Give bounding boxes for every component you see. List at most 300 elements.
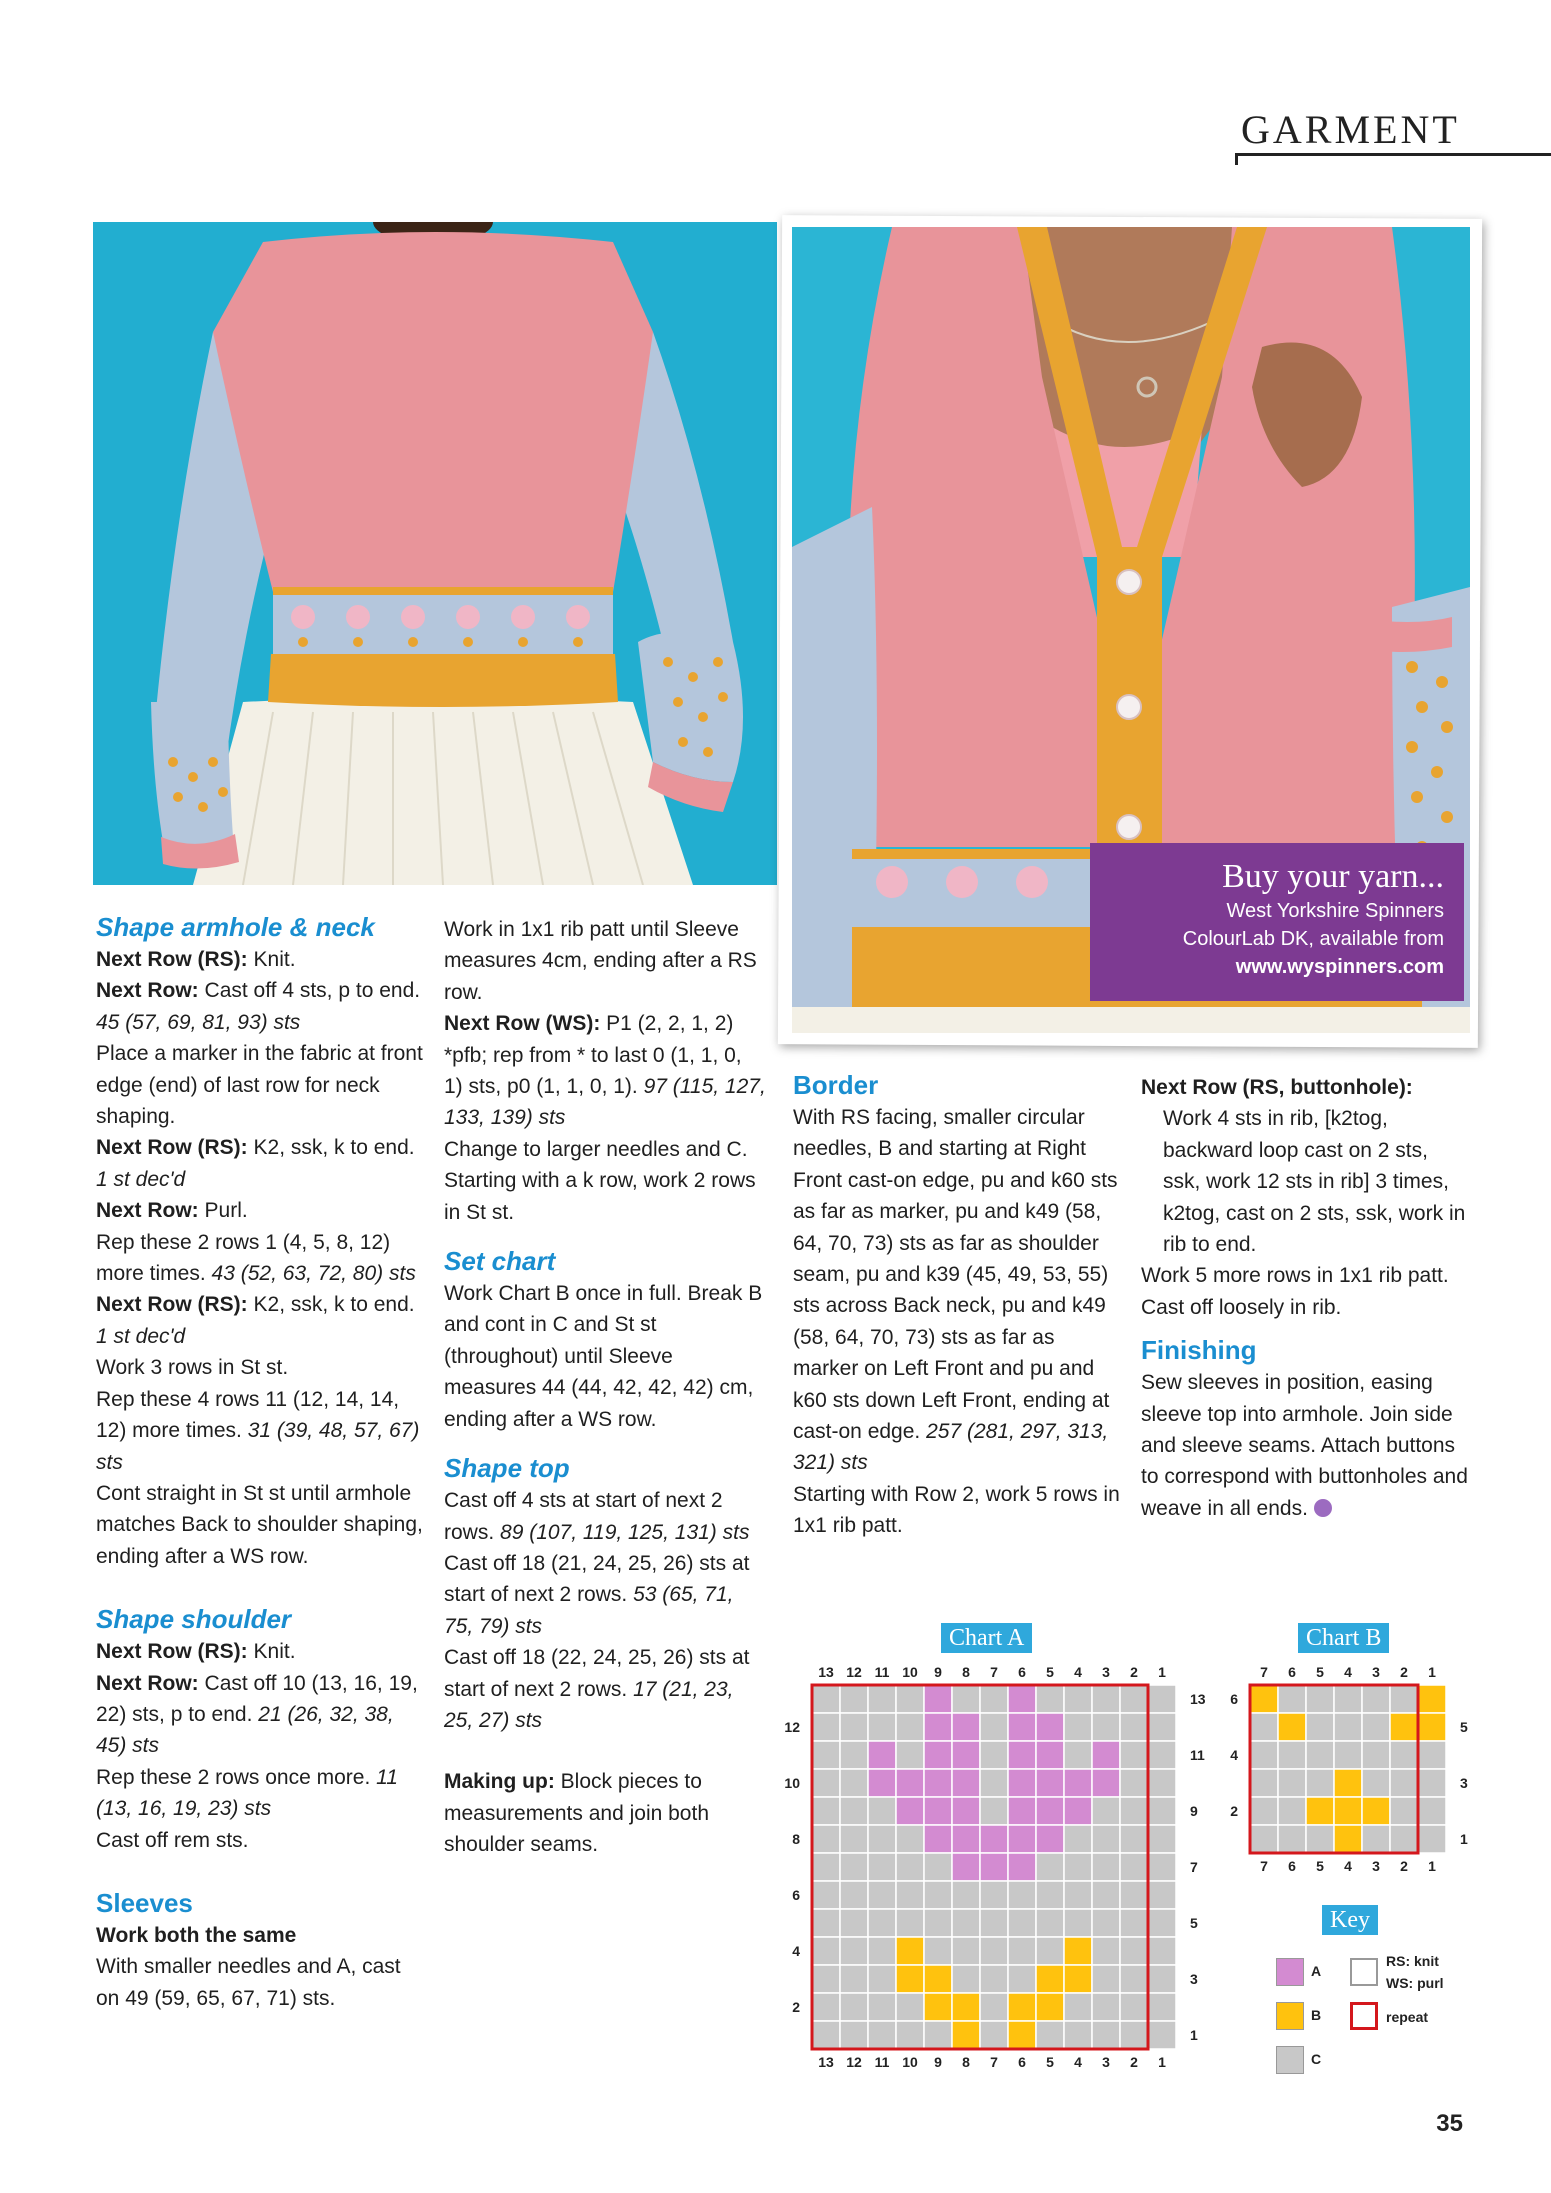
chart-cell — [812, 1937, 840, 1965]
row-number: 1 — [1190, 2027, 1198, 2043]
chart-cell — [1120, 1937, 1148, 1965]
column-number: 3 — [1372, 1858, 1380, 1874]
row-number: 11 — [1190, 1747, 1205, 1763]
yarn-ball-icon — [1314, 1499, 1332, 1517]
buttonhole-row-label: Next Row (RS, buttonhole): — [1141, 1076, 1413, 1099]
column-number: 8 — [962, 1664, 970, 1680]
instruction-text: Cast off 4 sts at start of next 2 rows. 89 (107, 119, 125, 131) sts — [444, 1489, 750, 1544]
chart-cell — [1092, 1881, 1120, 1909]
column-number: 9 — [934, 1664, 942, 1680]
chart-cell — [1064, 1713, 1092, 1741]
chart-cell — [1250, 1713, 1278, 1741]
chart-cell — [1036, 1825, 1064, 1853]
instruction-row: Next Row (RS): K2, ssk, k to end. 1 st dec'd — [96, 1293, 415, 1348]
chart-cell — [980, 1853, 1008, 1881]
chart-cell — [1148, 1797, 1176, 1825]
chart-cell — [1148, 1769, 1176, 1797]
chart-cell — [812, 1713, 840, 1741]
chart-cell — [1036, 1993, 1064, 2021]
chart-cell — [1008, 1993, 1036, 2021]
chart-cell — [812, 1797, 840, 1825]
key-label-c: C — [1311, 2051, 1322, 2067]
chart-cell — [1334, 1825, 1362, 1853]
buy-yarn-url[interactable]: www.wyspinners.com — [1235, 956, 1444, 978]
column-number: 10 — [902, 1664, 918, 1680]
chart-cell — [924, 1741, 952, 1769]
chart-cell — [840, 1853, 868, 1881]
row-number: 6 — [792, 1887, 800, 1903]
column-number: 2 — [1400, 1858, 1408, 1874]
chart-cell — [868, 2021, 896, 2049]
row-number: 9 — [1190, 1803, 1198, 1819]
buy-yarn-line2: ColourLab DK, available from — [1182, 928, 1444, 950]
column-number: 3 — [1102, 1664, 1110, 1680]
chart-cell — [1120, 1741, 1148, 1769]
instruction-row: Next Row (RS): Knit. — [96, 948, 296, 971]
chart-cell — [980, 1713, 1008, 1741]
chart-cell — [1250, 1741, 1278, 1769]
column-number: 6 — [1288, 1664, 1296, 1680]
chart-cell — [812, 1853, 840, 1881]
instruction-row: Next Row (RS): K2, ssk, k to end. 1 st dec'd — [96, 1136, 415, 1191]
column-number: 1 — [1158, 1664, 1166, 1680]
chart-cell — [1036, 1937, 1064, 1965]
chart-cell — [896, 1797, 924, 1825]
column-number: 13 — [818, 1664, 834, 1680]
chart-cell — [1390, 1713, 1418, 1741]
chart-cell — [840, 1881, 868, 1909]
chart-cell — [1092, 1713, 1120, 1741]
row-number: 12 — [784, 1719, 800, 1735]
chart-cell — [1036, 1965, 1064, 1993]
column-number: 8 — [962, 2054, 970, 2070]
chart-cell — [896, 1713, 924, 1741]
chart-cell — [840, 1713, 868, 1741]
chart-cell — [868, 1965, 896, 1993]
page-number: 35 — [1436, 2110, 1463, 2137]
chart-cell — [1008, 1853, 1036, 1881]
chart-cell — [896, 1825, 924, 1853]
chart-cell — [1036, 1881, 1064, 1909]
chart-cell — [1418, 1769, 1446, 1797]
column-number: 10 — [902, 2054, 918, 2070]
row-number: 2 — [1230, 1803, 1238, 1819]
chart-cell — [812, 1993, 840, 2021]
heading-shape-top: Shape top — [444, 1453, 570, 1484]
instruction-text: Starting with Row 2, work 5 rows in 1x1 rib patt. — [793, 1482, 1120, 1538]
column-number: 6 — [1018, 1664, 1026, 1680]
chart-cell — [1008, 2021, 1036, 2049]
chart-cell — [840, 1993, 868, 2021]
chart-cell — [1036, 2021, 1064, 2049]
chart-cell — [1306, 1825, 1334, 1853]
chart-cell — [1008, 1769, 1036, 1797]
chart-cell — [924, 1685, 952, 1713]
chart-cell — [1008, 1797, 1036, 1825]
chart-cell — [952, 1685, 980, 1713]
column-number: 7 — [990, 1664, 998, 1680]
chart-cell — [896, 1741, 924, 1769]
instruction-row: Next Row: Cast off 10 (13, 16, 19, 22) sts, p to end. 21 (26, 32, 38, 45) sts — [96, 1671, 418, 1758]
chart-cell — [1390, 1685, 1418, 1713]
chart-cell — [1390, 1797, 1418, 1825]
instruction-text: Rep these 4 rows 11 (12, 14, 14, 12) more times. 31 (39, 48, 57, 67) sts — [96, 1387, 420, 1474]
chart-cell — [1064, 1965, 1092, 1993]
chart-cell — [868, 1825, 896, 1853]
chart-cell — [812, 1825, 840, 1853]
instruction-text: Rep these 2 rows once more. 11 (13, 16, 19, 23) sts — [96, 1765, 398, 1821]
instruction-row: Next Row: Purl. — [96, 1199, 248, 1223]
chart-cell — [896, 2021, 924, 2049]
chart-cell — [1306, 1797, 1334, 1825]
chart-cell — [1064, 1769, 1092, 1797]
chart-cell — [840, 2021, 868, 2049]
chart-cell — [980, 1937, 1008, 1965]
chart-cell — [868, 1853, 896, 1881]
buy-yarn-box — [1090, 843, 1464, 1001]
instruction-text: Change to larger needles and C. — [444, 1137, 748, 1161]
column-number: 1 — [1428, 1664, 1436, 1680]
instruction-text: Cast off 18 (22, 24, 25, 26) sts at start of next 2 rows. 17 (21, 23, 25, 27) sts — [444, 1646, 750, 1732]
key-label-a: A — [1311, 1963, 1322, 1979]
chart-cell — [924, 2021, 952, 2049]
chart-cell — [1418, 1797, 1446, 1825]
row-number: 4 — [1230, 1747, 1238, 1763]
key-label-ws: WS: purl — [1386, 1975, 1444, 1991]
column-3 — [793, 1068, 1123, 1542]
header-tick — [1235, 153, 1238, 165]
chart-cell — [1306, 1769, 1334, 1797]
chart-cell — [868, 1909, 896, 1937]
chart-cell — [840, 1825, 868, 1853]
chart-cell — [952, 1909, 980, 1937]
chart-cell — [1008, 1741, 1036, 1769]
chart-cell — [1092, 1965, 1120, 1993]
chart-cell — [1148, 1853, 1176, 1881]
chart-cell — [868, 1797, 896, 1825]
column-number: 7 — [990, 2054, 998, 2070]
chart-cell — [1306, 1741, 1334, 1769]
chart-a — [770, 1655, 1210, 2085]
chart-cell — [1008, 1685, 1036, 1713]
header-rule — [1235, 153, 1551, 156]
chart-cell — [1362, 1769, 1390, 1797]
column-number: 11 — [874, 1664, 890, 1680]
chart-cell — [1064, 1853, 1092, 1881]
chart-cell — [868, 1685, 896, 1713]
key-swatch-c — [1276, 2046, 1304, 2074]
chart-cell — [868, 1741, 896, 1769]
column-number: 4 — [1074, 1664, 1082, 1680]
chart-cell — [1064, 1685, 1092, 1713]
chart-cell — [980, 2021, 1008, 2049]
column-number: 4 — [1074, 2054, 1082, 2070]
chart-cell — [896, 1769, 924, 1797]
chart-cell — [812, 1741, 840, 1769]
column-number: 3 — [1102, 2054, 1110, 2070]
column-number: 6 — [1018, 2054, 1026, 2070]
chart-cell — [1008, 1713, 1036, 1741]
chart-cell — [1148, 1937, 1176, 1965]
chart-cell — [1036, 1685, 1064, 1713]
column-number: 2 — [1130, 1664, 1138, 1680]
column-4 — [1141, 1072, 1471, 1524]
buttonhole-row-text: Work 4 sts in rib, [k2tog, backward loop cast on 2 sts, ssk, work 12 sts in rib] 3 times, k2tog, cast on 2 sts, ssk, work in rib to end. — [1163, 1107, 1466, 1257]
chart-cell — [896, 1965, 924, 1993]
key-swatch-repeat — [1350, 2002, 1378, 2030]
chart-cell — [1362, 1685, 1390, 1713]
column-number: 11 — [874, 2054, 890, 2070]
chart-cell — [1148, 1909, 1176, 1937]
chart-cell — [840, 1909, 868, 1937]
chart-cell — [1008, 1881, 1036, 1909]
chart-cell — [1120, 1713, 1148, 1741]
column-number: 7 — [1260, 1664, 1268, 1680]
chart-cell — [1064, 1937, 1092, 1965]
chart-cell — [924, 1993, 952, 2021]
chart-cell — [1148, 2021, 1176, 2049]
chart-cell — [1036, 1741, 1064, 1769]
chart-cell — [952, 1825, 980, 1853]
key-swatch-a — [1276, 1958, 1304, 1986]
chart-cell — [1092, 1825, 1120, 1853]
chart-cell — [1064, 1825, 1092, 1853]
chart-cell — [952, 1965, 980, 1993]
chart-cell — [1278, 1825, 1306, 1853]
chart-cell — [924, 1909, 952, 1937]
row-number: 1 — [1460, 1831, 1468, 1847]
chart-cell — [1362, 1797, 1390, 1825]
key-label-b: B — [1311, 2007, 1322, 2023]
chart-cell — [1334, 1713, 1362, 1741]
chart-cell — [840, 1965, 868, 1993]
chart-cell — [1362, 1713, 1390, 1741]
chart-cell — [980, 1769, 1008, 1797]
column-number: 5 — [1316, 1858, 1324, 1874]
chart-cell — [896, 1853, 924, 1881]
chart-cell — [980, 1965, 1008, 1993]
buy-yarn-title: Buy your yarn... — [1222, 858, 1444, 895]
chart-cell — [952, 1937, 980, 1965]
chart-cell — [924, 1797, 952, 1825]
chart-cell — [1064, 1741, 1092, 1769]
chart-cell — [840, 1769, 868, 1797]
chart-cell — [1120, 1797, 1148, 1825]
chart-cell — [1250, 1769, 1278, 1797]
row-number: 6 — [1230, 1691, 1238, 1707]
chart-cell — [812, 1909, 840, 1937]
chart-cell — [980, 1993, 1008, 2021]
chart-cell — [1120, 1965, 1148, 1993]
chart-cell — [952, 2021, 980, 2049]
chart-cell — [952, 1797, 980, 1825]
row-number: 10 — [784, 1775, 800, 1791]
heading-finishing: Finishing — [1141, 1335, 1257, 1366]
instruction-text: Work in 1x1 rib patt until Sleeve measures 4cm, ending after a RS row. — [444, 918, 757, 1004]
instruction-text: Cast off loosely in rib. — [1141, 1295, 1342, 1319]
column-number: 12 — [846, 1664, 862, 1680]
chart-cell — [952, 1769, 980, 1797]
chart-cell — [980, 1797, 1008, 1825]
chart-cell — [1148, 1825, 1176, 1853]
chart-cell — [1148, 1993, 1176, 2021]
row-number: 2 — [792, 1999, 800, 2015]
chart-cell — [1092, 1741, 1120, 1769]
chart-cell — [924, 1769, 952, 1797]
chart-cell — [980, 1685, 1008, 1713]
chart-cell — [1278, 1797, 1306, 1825]
chart-cell — [1036, 1853, 1064, 1881]
chart-cell — [1120, 1881, 1148, 1909]
chart-cell — [840, 1797, 868, 1825]
chart-cell — [896, 1909, 924, 1937]
heading-sleeves: Sleeves — [96, 1887, 193, 1918]
column-number: 13 — [818, 2054, 834, 2070]
chart-cell — [812, 1685, 840, 1713]
chart-cell — [1036, 1769, 1064, 1797]
chart-cell — [980, 1909, 1008, 1937]
chart-cell — [812, 1965, 840, 1993]
chart-cell — [952, 1881, 980, 1909]
chart-cell — [840, 1937, 868, 1965]
row-number: 13 — [1190, 1691, 1206, 1707]
chart-cell — [1148, 1713, 1176, 1741]
chart-cell — [1250, 1797, 1278, 1825]
chart-cell — [812, 2021, 840, 2049]
chart-cell — [1390, 1741, 1418, 1769]
chart-cell — [1120, 1909, 1148, 1937]
chart-cell — [924, 1881, 952, 1909]
chart-cell — [812, 1769, 840, 1797]
instruction-text: Place a marker in the fabric at front edge (end) of last row for neck shaping. — [96, 1042, 423, 1129]
chart-b — [1210, 1655, 1480, 1885]
chart-cell — [868, 1881, 896, 1909]
key-label-repeat: repeat — [1386, 2009, 1429, 2025]
chart-cell — [1092, 1909, 1120, 1937]
chart-cell — [896, 1937, 924, 1965]
instruction-text: Cast off 18 (21, 24, 25, 26) sts at start of next 2 rows. 53 (65, 71, 75, 79) sts — [444, 1551, 750, 1638]
chart-cell — [1008, 1909, 1036, 1937]
chart-cell — [980, 1881, 1008, 1909]
chart-cell — [1278, 1685, 1306, 1713]
chart-cell — [1064, 1909, 1092, 1937]
column-number: 9 — [934, 2054, 942, 2070]
chart-cell — [924, 1965, 952, 1993]
row-number: 8 — [792, 1831, 800, 1847]
sleeves-subheading: Work both the same — [96, 1923, 297, 1947]
key-title: Key — [1322, 1905, 1378, 1935]
chart-cell — [896, 1881, 924, 1909]
chart-cell — [1120, 2021, 1148, 2049]
heading-border: Border — [793, 1070, 879, 1100]
chart-cell — [840, 1685, 868, 1713]
chart-cell — [1362, 1741, 1390, 1769]
column-number: 5 — [1046, 2054, 1054, 2070]
column-1 — [96, 910, 426, 2014]
chart-cell — [1008, 1825, 1036, 1853]
instruction-text: Sew sleeves in position, easing sleeve top into armhole. Join side and sleeve seams. Attach buttons to correspond with buttonholes and weave in all ends. — [1141, 1371, 1468, 1520]
heading-shape-armhole: Shape armhole & neck — [96, 912, 375, 942]
row-number: 3 — [1460, 1775, 1468, 1791]
chart-cell — [1306, 1713, 1334, 1741]
chart-cell — [924, 1853, 952, 1881]
chart-cell — [1120, 1769, 1148, 1797]
column-2 — [444, 914, 766, 1861]
row-number: 7 — [1190, 1859, 1198, 1875]
buy-yarn-line1: West Yorkshire Spinners — [1226, 900, 1444, 922]
chart-cell — [1278, 1769, 1306, 1797]
chart-cell — [1092, 1685, 1120, 1713]
chart-cell — [1036, 1713, 1064, 1741]
chart-cell — [1390, 1769, 1418, 1797]
instruction-row: Next Row: Cast off 4 sts, p to end. 45 (57, 69, 81, 93) sts — [96, 979, 421, 1034]
column-number: 4 — [1344, 1858, 1352, 1874]
chart-cell — [980, 1741, 1008, 1769]
heading-shape-shoulder: Shape shoulder — [96, 1604, 292, 1635]
instruction-text: Cont straight in St st until armhole matches Back to shoulder shaping, ending after a WS row. — [96, 1481, 423, 1568]
chart-cell — [1092, 1769, 1120, 1797]
row-number: 5 — [1190, 1915, 1198, 1931]
chart-cell — [1334, 1741, 1362, 1769]
chart-cell — [1148, 1881, 1176, 1909]
section-title: GARMENT — [1241, 107, 1460, 152]
chart-cell — [868, 1769, 896, 1797]
chart-cell — [1092, 1853, 1120, 1881]
chart-cell — [1120, 1685, 1148, 1713]
column-number: 3 — [1372, 1664, 1380, 1680]
instruction-text: Cast off rem sts. — [96, 1828, 249, 1852]
chart-cell — [868, 1713, 896, 1741]
chart-cell — [840, 1741, 868, 1769]
key-swatch-knit — [1350, 1958, 1378, 1986]
chart-cell — [1120, 1825, 1148, 1853]
column-number: 1 — [1158, 2054, 1166, 2070]
row-number: 4 — [792, 1943, 800, 1959]
chart-cell — [1148, 1965, 1176, 1993]
chart-cell — [952, 1713, 980, 1741]
chart-cell — [952, 1741, 980, 1769]
instruction-text: Rep these 2 rows 1 (4, 5, 8, 12) more times. 43 (52, 63, 72, 80) sts — [96, 1230, 416, 1286]
chart-cell — [1008, 1937, 1036, 1965]
chart-cell — [1064, 1993, 1092, 2021]
key-label-rs: RS: knit — [1386, 1953, 1439, 1969]
chart-cell — [1278, 1713, 1306, 1741]
chart-cell — [1092, 1797, 1120, 1825]
chart-cell — [952, 1853, 980, 1881]
chart-cell — [1092, 1993, 1120, 2021]
chart-cell — [1418, 1825, 1446, 1853]
chart-cell — [1036, 1909, 1064, 1937]
chart-cell — [952, 1993, 980, 2021]
cardigan-back-photo — [93, 222, 777, 885]
chart-cell — [1250, 1685, 1278, 1713]
chart-cell — [812, 1881, 840, 1909]
chart-cell — [1306, 1685, 1334, 1713]
chart-cell — [1148, 1741, 1176, 1769]
instruction-text: Work 3 rows in St st. — [96, 1356, 289, 1380]
making-up-text: Making up: Block pieces to measurements and join both shoulder seams. — [444, 1770, 709, 1857]
row-number: 5 — [1460, 1719, 1468, 1735]
instruction-row: Next Row (WS): P1 (2, 2, 1, 2) *pfb; rep from * to last 0 (1, 1, 0, 1) sts, p0 (1, 1, 0, 1). 97 (115, 127, 133, 139) sts — [444, 1012, 766, 1130]
chart-cell — [1148, 1685, 1176, 1713]
heading-set-chart: Set chart — [444, 1246, 556, 1277]
chart-cell — [1036, 1797, 1064, 1825]
column-number: 12 — [846, 2054, 862, 2070]
row-number: 3 — [1190, 1971, 1198, 1987]
column-number: 4 — [1344, 1664, 1352, 1680]
chart-cell — [1120, 1853, 1148, 1881]
chart-cell — [896, 1993, 924, 2021]
